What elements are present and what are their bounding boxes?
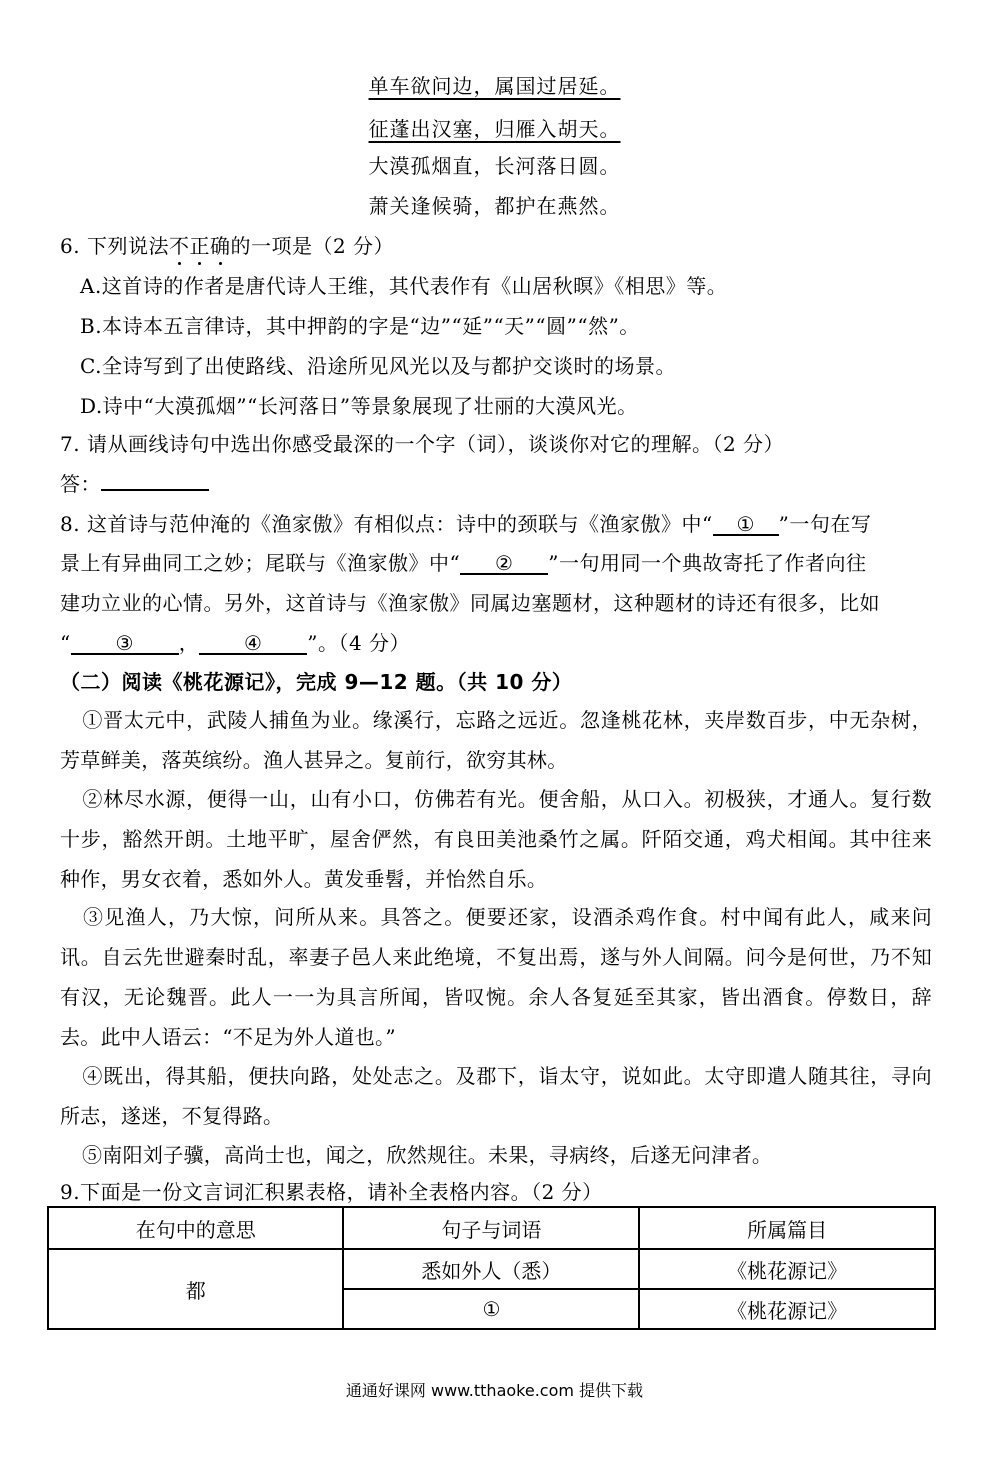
poem-line-3: [0, 150, 989, 179]
emphasis-dot-char: 不: [169, 230, 190, 259]
emphasis-dot-char: 确: [210, 230, 231, 259]
table-cell-source: 《桃花源记》: [639, 1289, 935, 1329]
passage-paragraph-2: [60, 779, 932, 899]
fill-blank-4[interactable]: ④: [199, 633, 307, 655]
question-8-text: 景上有异曲同工之妙；尾联与《渔家傲》中“: [60, 551, 461, 575]
passage-text: ①晋太元中，武陵人捕鱼为业。缘溪行，忘路之远近。忽逢桃花林，夹岸数百步，中无杂树，芳草鲜美，落英缤纷。渔人甚异之。复前行，欲穷其林。: [60, 708, 932, 772]
question-6-prefix: 6. 下列说法: [60, 234, 169, 258]
question-9: 9.下面是一份文言词汇积累表格，请补全表格内容。（2 分）: [60, 1180, 603, 1204]
table-cell-sentence-blank[interactable]: ①: [343, 1289, 639, 1329]
passage-text: ④既出，得其船，便扶向路，处处志之。及郡下，诣太守，说如此。太守即遣人随其往，寻向所志，遂迷，不复得路。: [60, 1064, 932, 1128]
section-heading: （二）阅读《桃花源记》，完成 9—12 题。（共 10 分）: [60, 670, 573, 694]
passage-paragraph-4: [60, 1056, 932, 1136]
table-cell-meaning: 都: [48, 1249, 343, 1329]
fill-blank-3[interactable]: ③: [71, 633, 179, 655]
vocab-table: [47, 1206, 936, 1330]
poem-line-4: [0, 190, 989, 219]
question-8-text: ，: [178, 631, 200, 655]
question-6-option-c: C.全诗写到了出使路线、沿途所见风光以及与都护交谈时的场景。: [80, 354, 676, 378]
question-8-text: ”一句在写: [778, 512, 872, 536]
question-6-option-a: A.这首诗的作者是唐代诗人王维，其代表作有《山居秋暝》《相思》等。: [80, 274, 728, 298]
table-cell-sentence: 悉如外人（悉）: [343, 1249, 639, 1289]
table-row: [48, 1249, 935, 1289]
poem-line-1: [0, 70, 989, 99]
table-header-row: [48, 1207, 935, 1249]
table-header: 句子与词语: [343, 1207, 639, 1249]
table-header: 所属篇目: [639, 1207, 935, 1249]
passage-paragraph-1: [60, 700, 932, 780]
page-footer: 通通好课网 www.tthaoke.com 提供下载: [345, 1381, 644, 1400]
fill-blank-2[interactable]: ②: [460, 553, 548, 575]
question-8-line-2: [60, 547, 866, 576]
poem-line-2: [0, 113, 989, 142]
answer-label: 答：: [60, 472, 101, 496]
poem-line-3-text: 大漠孤烟直，长河落日圆。: [368, 154, 621, 178]
fill-blank-1[interactable]: ①: [713, 514, 779, 536]
question-8-line-4: [60, 627, 410, 656]
passage-paragraph-3: [60, 897, 932, 1057]
table-cell-source: 《桃花源记》: [639, 1249, 935, 1289]
question-6-option-b: B.本诗本五言律诗，其中押韵的字是“边”“延”“天”“圆”“然”。: [80, 314, 640, 338]
passage-text: ②林尽水源，便得一山，山有小口，仿佛若有光。便舍船，从口入。初极狭，才通人。复行数十步，豁然开朗。土地平旷，屋舍俨然，有良田美池桑竹之属。阡陌交通，鸡犬相闻。其中往来种作，男女衣着，悉如外人。黄发垂髫，并怡然自乐。: [60, 787, 932, 891]
poem-line-2-text: 征蓬出汉塞，归雁入胡天。: [368, 117, 621, 141]
question-6-suffix: 的一项是（2 分）: [230, 234, 395, 258]
question-7: 7. 请从画线诗句中选出你感受最深的一个字（词），谈谈你对它的理解。（2 分）: [60, 432, 785, 456]
question-6-option-d: D.诗中“大漠孤烟”“长河落日”等景象展现了壮丽的大漠风光。: [80, 394, 638, 418]
emphasis-dot-char: 正: [189, 230, 210, 259]
passage-text: ③见渔人，乃大惊，问所从来。具答之。便要还家，设酒杀鸡作食。村中闻有此人，咸来问讯。自云先世避秦时乱，率妻子邑人来此绝境，不复出焉，遂与外人间隔。问今是何世，乃不知有汉，无论魏晋。此人一一为具言所闻，皆叹惋。余人各复延至其家，皆出酒食。停数日，辞去。此中人语云：“不足为外人道也。”: [60, 905, 932, 1049]
answer-blank[interactable]: [101, 489, 209, 491]
poem-line-4-text: 萧关逢候骑，都护在燕然。: [368, 194, 621, 218]
question-8-text: 8. 这首诗与范仲淹的《渔家傲》有相似点：诗中的颈联与《渔家傲》中“: [60, 512, 713, 536]
table-header: 在句中的意思: [48, 1207, 343, 1249]
question-6: [60, 230, 394, 259]
question-7-answer: [60, 468, 209, 497]
question-8-line-3: 建功立业的心情。另外，这首诗与《渔家傲》同属边塞题材，这种题材的诗还有很多，比如: [60, 591, 880, 615]
question-8-text: ”。（4 分）: [307, 631, 411, 655]
question-8-text: “: [60, 631, 71, 655]
poem-line-1-text: 单车欲问边，属国过居延。: [368, 74, 621, 98]
passage-paragraph-5: [60, 1135, 932, 1175]
passage-text: ⑤南阳刘子骥，高尚士也，闻之，欣然规往。未果，寻病终，后遂无问津者。: [82, 1143, 773, 1167]
question-8-line-1: [60, 508, 871, 537]
question-8-text: ”一句用同一个典故寄托了作者向往: [548, 551, 867, 575]
